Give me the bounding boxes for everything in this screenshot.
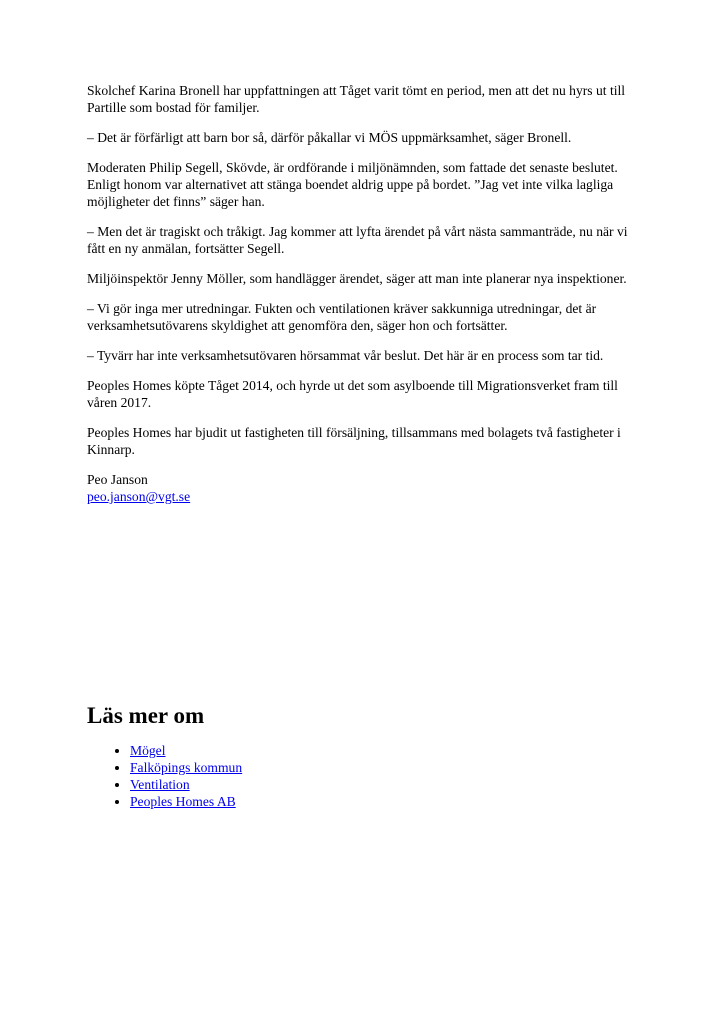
article-paragraph: Miljöinspektör Jenny Möller, som handlägger ärendet, säger att man inte planerar nya inspektioner. bbox=[87, 271, 627, 286]
author-signature bbox=[87, 471, 647, 505]
read-more-section bbox=[87, 702, 587, 810]
article-paragraph: – Tyvärr har inte verksamhetsutövaren hörsammat vår beslut. Det här är en process som tar tid. bbox=[87, 348, 604, 363]
article-paragraph: Peoples Homes köpte Tåget 2014, och hyrde ut det som asylboende till Migrationsverket fram till våren 2017. bbox=[87, 378, 618, 410]
article-paragraph: – Det är förfärligt att barn bor så, därför påkallar vi MÖS uppmärksamhet, säger Bronell. bbox=[87, 130, 572, 145]
article-paragraph: Moderaten Philip Segell, Skövde, är ordförande i miljönämnden, som fattade det senaste beslutet. Enligt honom var alternativet att stänga boendet aldrig uppe på bordet. ”Jag vet inte vilka lagliga möjligheter det finns” säger han. bbox=[87, 160, 618, 209]
author-name: Peo Janson bbox=[87, 472, 148, 487]
article-paragraph: Peoples Homes har bjudit ut fastigheten till försäljning, tillsammans med bolagets två fastigheter i Kinnarp. bbox=[87, 425, 621, 457]
author-email-link[interactable]: peo.janson@vgt.se bbox=[87, 489, 191, 504]
article-paragraph: Skolchef Karina Bronell har uppfattningen att Tåget varit tömt en period, men att det nu hyrs ut till Partille som bostad för familjer. bbox=[87, 83, 626, 115]
link-falkopings-kommun[interactable]: Falköpings kommun bbox=[130, 760, 243, 775]
link-ventilation[interactable]: Ventilation bbox=[130, 777, 190, 792]
article-paragraph: – Men det är tragiskt och tråkigt. Jag kommer att lyfta ärendet på vårt nästa sammanträde, nu när vi fått en ny anmälan, fortsätter Segell. bbox=[87, 224, 628, 256]
article-body bbox=[87, 82, 647, 505]
read-more-item bbox=[130, 776, 587, 793]
read-more-list bbox=[87, 742, 587, 810]
read-more-item bbox=[130, 793, 587, 810]
read-more-item bbox=[130, 759, 587, 776]
link-mogel[interactable]: Mögel bbox=[130, 743, 166, 758]
read-more-heading: Läs mer om bbox=[87, 703, 205, 728]
read-more-item bbox=[130, 742, 587, 759]
link-peoples-homes-ab[interactable]: Peoples Homes AB bbox=[130, 794, 236, 809]
article-paragraph: – Vi gör inga mer utredningar. Fukten och ventilationen kräver sakkunniga utredningar, det är verksamhetsutövarens skyldighet att genomföra den, säger hon och fortsätter. bbox=[87, 301, 597, 333]
